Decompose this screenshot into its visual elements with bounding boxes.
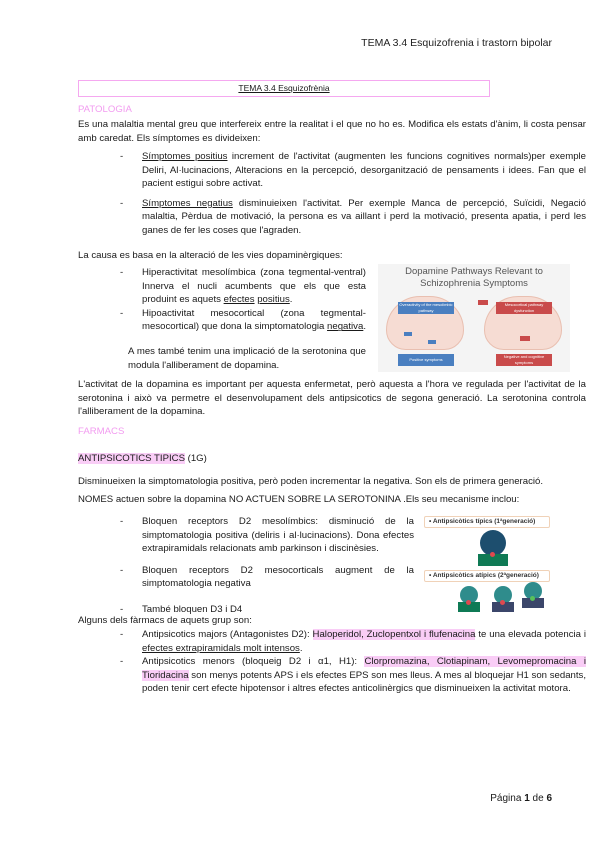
vta-tag xyxy=(404,332,412,336)
binding-dot xyxy=(466,600,471,605)
underlined-effects: efectes extrapiramidals molt intensos xyxy=(142,642,300,654)
bullet-dash: - xyxy=(120,307,124,319)
typical-line-1: Disminueixen la simptomatologia positiva, però poden incrementar la negativa. Son els de primera generació. xyxy=(78,476,544,487)
running-header: TEMA 3.4 Esquizofrenia i trastorn bipolar xyxy=(361,37,552,49)
positive-symptoms-text: increment de l'activitat (augmenten les funcions cognitives normals)per exemple Deliri, Al·lucinacions, Alteracions en la percepció, desorganització de pensaments i idees. Fan que el pacient estigui sobre activat. xyxy=(142,151,586,190)
negative-symptoms-box: Negative and cognitive symptoms xyxy=(496,354,552,366)
positive-symptoms-box: Positive symptoms xyxy=(398,354,454,366)
term-positive-symptoms: Símptomes positius xyxy=(142,151,228,162)
symptom-list xyxy=(120,150,586,238)
list-item xyxy=(120,564,414,591)
period: . xyxy=(299,642,303,654)
patologia-intro: Es una malaltia mental greu que interfereix entre la realitat i el que no ho es. Modifica els estats d'ànim, li costa pensar amb caredat. Els símptomes es divideixen: xyxy=(78,119,586,144)
underlined-positive: positius xyxy=(257,294,290,306)
dopamine-paragraph: L'activitat de la dopamina es important per aquesta enfermetat, però aquesta a l'hora ve regulada per l'activitat de la serotonina i això va permetre el desenvolupament dels antipsicotics de segona generació. La serotonina controla l'alliberament de la dopamina. xyxy=(78,379,586,418)
subheading-generation: (1G) xyxy=(184,453,207,464)
cause-intro: La causa es basa en la alteració de les vies dopaminèrgiques: xyxy=(78,250,343,261)
drugs-intro: Alguns dels fàrmacs de aquets grup son: xyxy=(78,615,252,626)
total-pages: 6 xyxy=(546,793,552,804)
atypical-label: • Antipsicòtics atípics (2ªgeneració) xyxy=(424,570,550,582)
binding-dot xyxy=(490,552,495,557)
drug-list xyxy=(120,628,586,696)
bullet-dash: - xyxy=(120,516,124,527)
underlined-effects: efectes xyxy=(223,294,255,306)
list-item xyxy=(120,266,366,307)
bullet-dash: - xyxy=(120,564,124,576)
vta-red-tag xyxy=(520,336,530,341)
minor-antipsychotics-label: Antipsicotics menors (bloqueig D2 i α1, H1): xyxy=(142,656,365,668)
antipsychotics-receptor-figure xyxy=(420,514,590,622)
mechanism-text: També bloquen D3 i D4 xyxy=(142,604,243,616)
section-heading-patologia: PATOLOGIA xyxy=(78,104,132,115)
bullet-dash: - xyxy=(120,267,124,278)
bullet-dash: - xyxy=(120,604,124,616)
drug-description: te una elevada potencia i xyxy=(475,629,586,640)
of-word: de xyxy=(529,793,547,804)
dopamine-pathways-figure xyxy=(378,264,570,372)
mesocortical-text: Hipoactivitat mesocortical (zona tegmental-mesocortical) que dona la simptomatologia xyxy=(142,307,366,333)
bullet-dash: - xyxy=(120,197,124,209)
typical-label: • Antipsicòtics típics (1ªgeneració) xyxy=(424,516,550,528)
pfc-tag xyxy=(478,300,488,305)
typical-line-2: NOMES actuen sobre la dopamina NO ACTUEN SOBRE LA SEROTONINA .Els seu mecanisme inclou: xyxy=(78,494,520,505)
document-title: TEMA 3.4 Esquizofrènia xyxy=(238,83,330,93)
section-heading-farmacs: FARMACS xyxy=(78,426,125,437)
subheading-typical-antipsychotics xyxy=(78,452,207,466)
mechanism-list xyxy=(120,515,414,617)
mesolimbic-text: Hiperactivitat mesolímbica (zona tegmental-ventral) Innerva el nucli acumbents que els que esta produint es aquets xyxy=(142,267,366,306)
bullet-dash: - xyxy=(120,629,124,640)
binding-dot xyxy=(530,596,535,601)
document-title-box xyxy=(78,80,490,97)
mesocortical-box: Mesocortical pathway dysfunction xyxy=(496,302,552,314)
underlined-negative: negativa xyxy=(327,321,364,333)
list-item xyxy=(120,628,586,655)
highlighted-drugs: Haloperidol, Zuclopentxol i flufenacina xyxy=(312,629,476,640)
mechanism-text: Bloquen receptors D2 mesolímbics: disminució de la simptomatologia positiva (deliris i al·lucinacions). Dona efectes extrapiramidals relacionats amb parkinson i discinèsies. xyxy=(142,516,414,555)
nac-tag xyxy=(428,340,436,344)
period: . xyxy=(289,294,293,306)
period: . xyxy=(363,321,366,333)
bullet-dash: - xyxy=(120,656,124,668)
serotonin-note: A mes també tenim una implicació de la serotonina que modula l'alliberament de dopamina. xyxy=(128,346,366,371)
binding-dot xyxy=(500,600,505,605)
current-page: 1 xyxy=(524,793,530,804)
list-item xyxy=(120,307,366,334)
page-word: Página xyxy=(490,793,525,804)
list-item xyxy=(120,197,586,238)
term-negative-symptoms: Símptomes negatius xyxy=(142,197,233,209)
figure-title: Dopamine Pathways Relevant to Schizophrenia Symptoms xyxy=(405,266,543,289)
list-item xyxy=(120,655,586,696)
negative-symptoms-text: disminuieixen l'activitat. Per exemple Manca de percepció, Suïcidi, Negació malaltia, Pèrdua de motivació, la persona es va aillant i perd la motivació, presenta apatia, i perd les ganes de fer les coses que l'agraden. xyxy=(142,197,586,237)
highlighted-drugs: Clorpromazina, Clotiapinam, Levomepromacina i Tioridacina xyxy=(142,656,586,681)
drug-description: son menys potents APS i els efectes EPS son mes lleus. A mes al bloquejar H1 son sedants, poden tenir cert efecte hipotensor i altres efectes anticolinèrgics que disminueixen la activitat motora. xyxy=(142,669,586,695)
page-number xyxy=(490,792,552,806)
mechanism-text: Bloquen receptors D2 mesocorticals augment de la simptomatologia negativa xyxy=(142,564,414,590)
list-item xyxy=(120,515,414,556)
list-item xyxy=(120,150,586,191)
major-antipsychotics-label: Antipsicotics majors (Antagonistes D2): xyxy=(142,629,313,640)
mesolimbic-box: Overactivity of the mesolimbic pathway xyxy=(399,302,453,313)
cause-list xyxy=(120,266,366,334)
highlighted-subheading: ANTIPSICOTICS TIPICS xyxy=(78,453,185,464)
bullet-dash: - xyxy=(120,151,124,162)
